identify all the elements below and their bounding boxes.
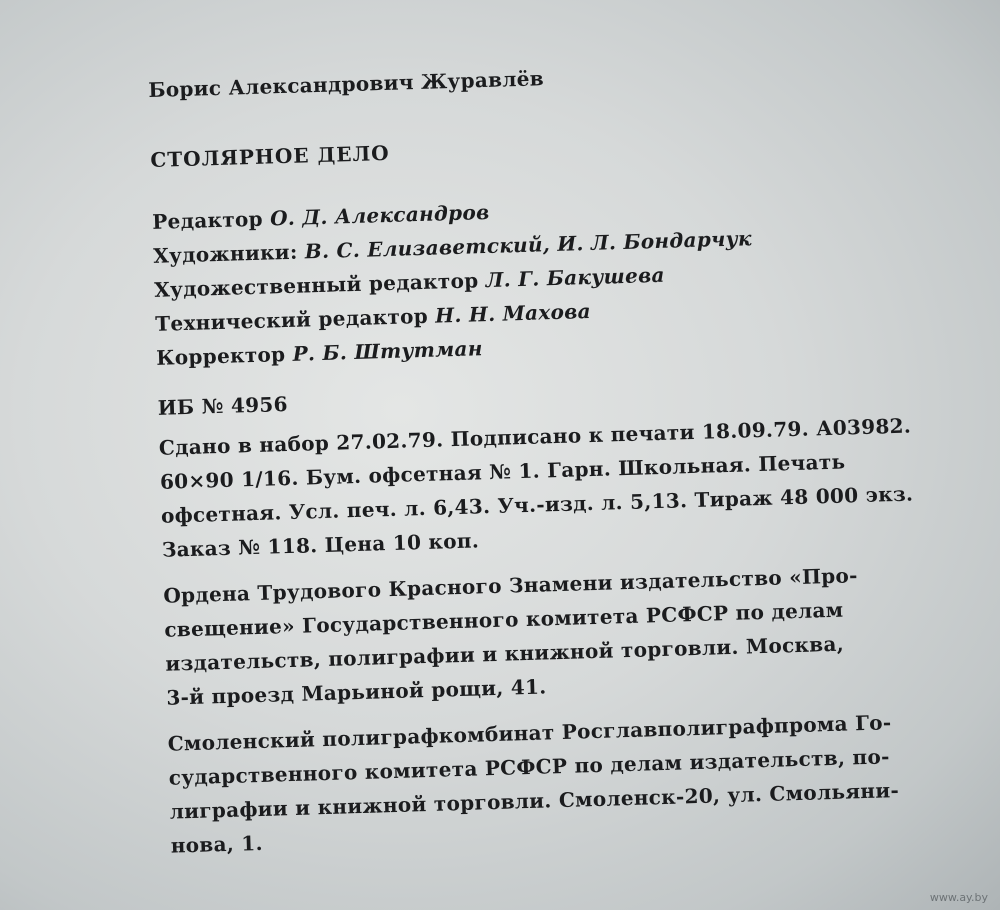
author-name: Борис Александрович Журавлёв [148,66,545,102]
credit-role: Художники: [152,239,298,268]
print-details-line: Сдано в набор 27.02.79. Подписано к печати 18.09.79. А03982. [158,413,912,460]
credit-names: Н. Н. Махова [434,298,592,328]
publisher-line: 3-й проезд Марьиной рощи, 41. [166,674,547,710]
credit-role: Корректор [155,342,286,370]
ib-number: ИБ № 4956 [157,392,289,420]
publisher-line: свещение» Государственного комитета РСФСР по делам [164,597,844,642]
publisher-line: Ордена Трудового Красного Знамени издательство «Про- [163,563,859,608]
print-details-line: Заказ № 118. Цена 10 коп. [161,528,480,562]
credit-names: О. Д. Александров [269,199,490,231]
credit-art-editor [154,263,665,302]
printer-line: нова, 1. [170,830,264,858]
credit-role: Редактор [151,206,264,234]
imprint-block [148,55,938,858]
print-details-line: офсетная. Усл. печ. л. 6,43. Уч.-изд. л. 5,13. Тираж 48 000 экз. [160,481,914,528]
publisher-line: издательств, полиграфии и книжной торговли. Москва, [165,631,845,676]
credit-editor [152,200,490,234]
print-details-line: 60×90 1/16. Бум. офсетная № 1. Гарн. Школьная. Печать [159,449,846,494]
credit-tech-editor [155,299,591,336]
credit-artists [153,226,752,268]
credit-role: Художественный редактор [153,268,479,302]
credit-names: Л. Г. Бакушева [485,262,666,293]
credit-names: Р. Б. Штутман [292,336,483,366]
credit-proofreader [156,336,483,370]
watermark: www.ay.by [929,891,988,904]
credit-role: Технический редактор [154,303,429,336]
printer-line: сударственного комитета РСФСР по делам издательств, по- [168,744,890,790]
credit-names: В. С. Елизаветский, И. Л. Бондарчук [304,226,753,264]
printer-line: Смоленский полиграфкомбинат Росглавполиграфпрома Го- [167,710,892,756]
book-title: СТОЛЯРНОЕ ДЕЛО [150,140,390,172]
printer-line: лиграфии и книжной торговли. Смоленск-20, ул. Смольяни- [169,778,900,824]
